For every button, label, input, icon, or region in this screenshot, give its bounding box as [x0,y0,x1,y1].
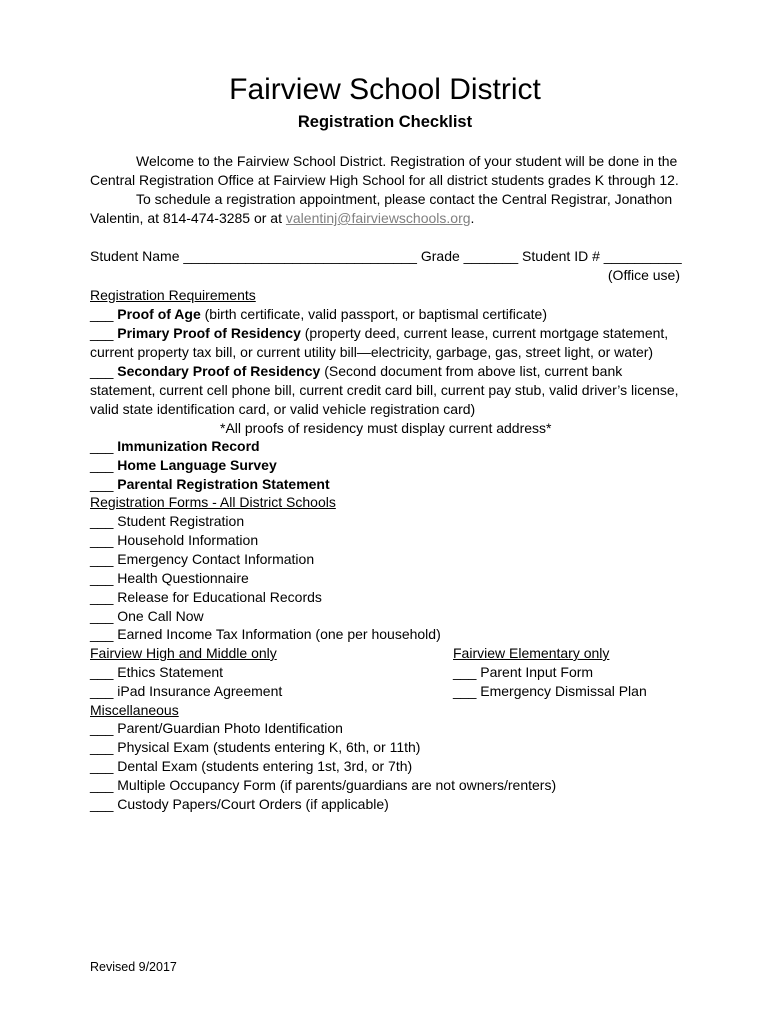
intro-line-4-text: Valentin, at 814-474-3285 or at [90,210,286,226]
forms-all-heading: Registration Forms - All District Schools [90,494,336,510]
checkbox-blank: ___ [90,476,118,492]
list-item: ___ Earned Income Tax Information (one per household) [90,626,441,642]
page-subtitle: Registration Checklist [297,113,473,131]
elementary-heading: Fairview Elementary only [453,645,610,661]
immunization-label: Immunization Record [117,438,260,454]
primary-residency-desc: (property deed, current lease, current mortgage statement, [300,325,669,341]
list-item: ___ Health Questionnaire [90,570,249,586]
list-item: ___ Household Information [90,532,259,548]
intro-line-2: Central Registration Office at Fairview High School for all district students grades K through 12. [90,172,679,188]
list-item: ___ Physical Exam (students entering K, 6th, or 11th) [90,739,421,755]
high-middle-heading: Fairview High and Middle only [90,645,277,661]
list-item: ___ Emergency Dismissal Plan [453,683,647,699]
intro-line-4 [90,209,474,228]
list-item: ___ Dental Exam (students entering 1st, 3rd, or 7th) [90,758,413,774]
immunization-item [90,437,260,456]
list-item: ___ Release for Educational Records [90,589,322,605]
primary-residency-cont: current property tax bill, or current utility bill—electricity, garbage, gas, street light, or water) [90,344,654,360]
checkbox-blank: ___ [90,325,118,341]
checkbox-blank: ___ [90,363,118,379]
proof-of-age-item [90,305,547,324]
intro-line-3: To schedule a registration appointment, please contact the Central Registrar, Jonathon [136,191,673,207]
secondary-residency-desc: (Second document from above list, current bank [320,363,623,379]
list-item: ___ Student Registration [90,513,245,529]
residency-note: *All proofs of residency must display current address* [220,420,552,436]
proof-of-age-desc: (birth certificate, valid passport, or baptismal certificate) [200,306,547,322]
list-item: ___ Ethics Statement [90,664,224,680]
student-info-line: Student Name ______________________________ Grade _______ Student ID # __________ [90,248,682,264]
secondary-residency-cont-2: valid state identification card, or valid vehicle registration card) [90,401,476,417]
checkbox-blank: ___ [90,438,118,454]
proof-of-age-label: Proof of Age [117,306,201,322]
office-use-label: (Office use) [607,267,680,283]
revision-date: Revised 9/2017 [90,960,177,974]
secondary-residency-label: Secondary Proof of Residency [117,363,321,379]
parental-statement-label: Parental Registration Statement [117,476,330,492]
checkbox-blank: ___ [90,457,118,473]
secondary-residency-cont-1: statement, current cell phone bill, current credit card bill, current pay stub, valid driver’s license, [90,382,679,398]
home-language-item [90,456,277,475]
primary-residency-item [90,324,668,343]
intro-line-4-period: . [470,210,475,226]
intro-line-1: Welcome to the Fairview School District. Registration of your student will be done in the [136,153,678,169]
home-language-label: Home Language Survey [117,457,277,473]
list-item: ___ Parent Input Form [453,664,594,680]
list-item: ___ Multiple Occupancy Form (if parents/guardians are not owners/renters) [90,777,557,793]
list-item: ___ One Call Now [90,608,204,624]
misc-heading: Miscellaneous [90,702,179,718]
primary-residency-label: Primary Proof of Residency [117,325,301,341]
list-item: ___ Custody Papers/Court Orders (if applicable) [90,796,389,812]
checkbox-blank: ___ [90,306,118,322]
secondary-residency-item [90,362,622,381]
list-item: ___ Emergency Contact Information [90,551,315,567]
list-item: ___ Parent/Guardian Photo Identification [90,720,343,736]
page-title: Fairview School District [229,73,541,106]
list-item: ___ iPad Insurance Agreement [90,683,283,699]
parental-statement-item [90,475,330,494]
requirements-heading: Registration Requirements [90,287,256,303]
registrar-email-link[interactable]: valentinj@fairviewschools.org [285,210,471,226]
